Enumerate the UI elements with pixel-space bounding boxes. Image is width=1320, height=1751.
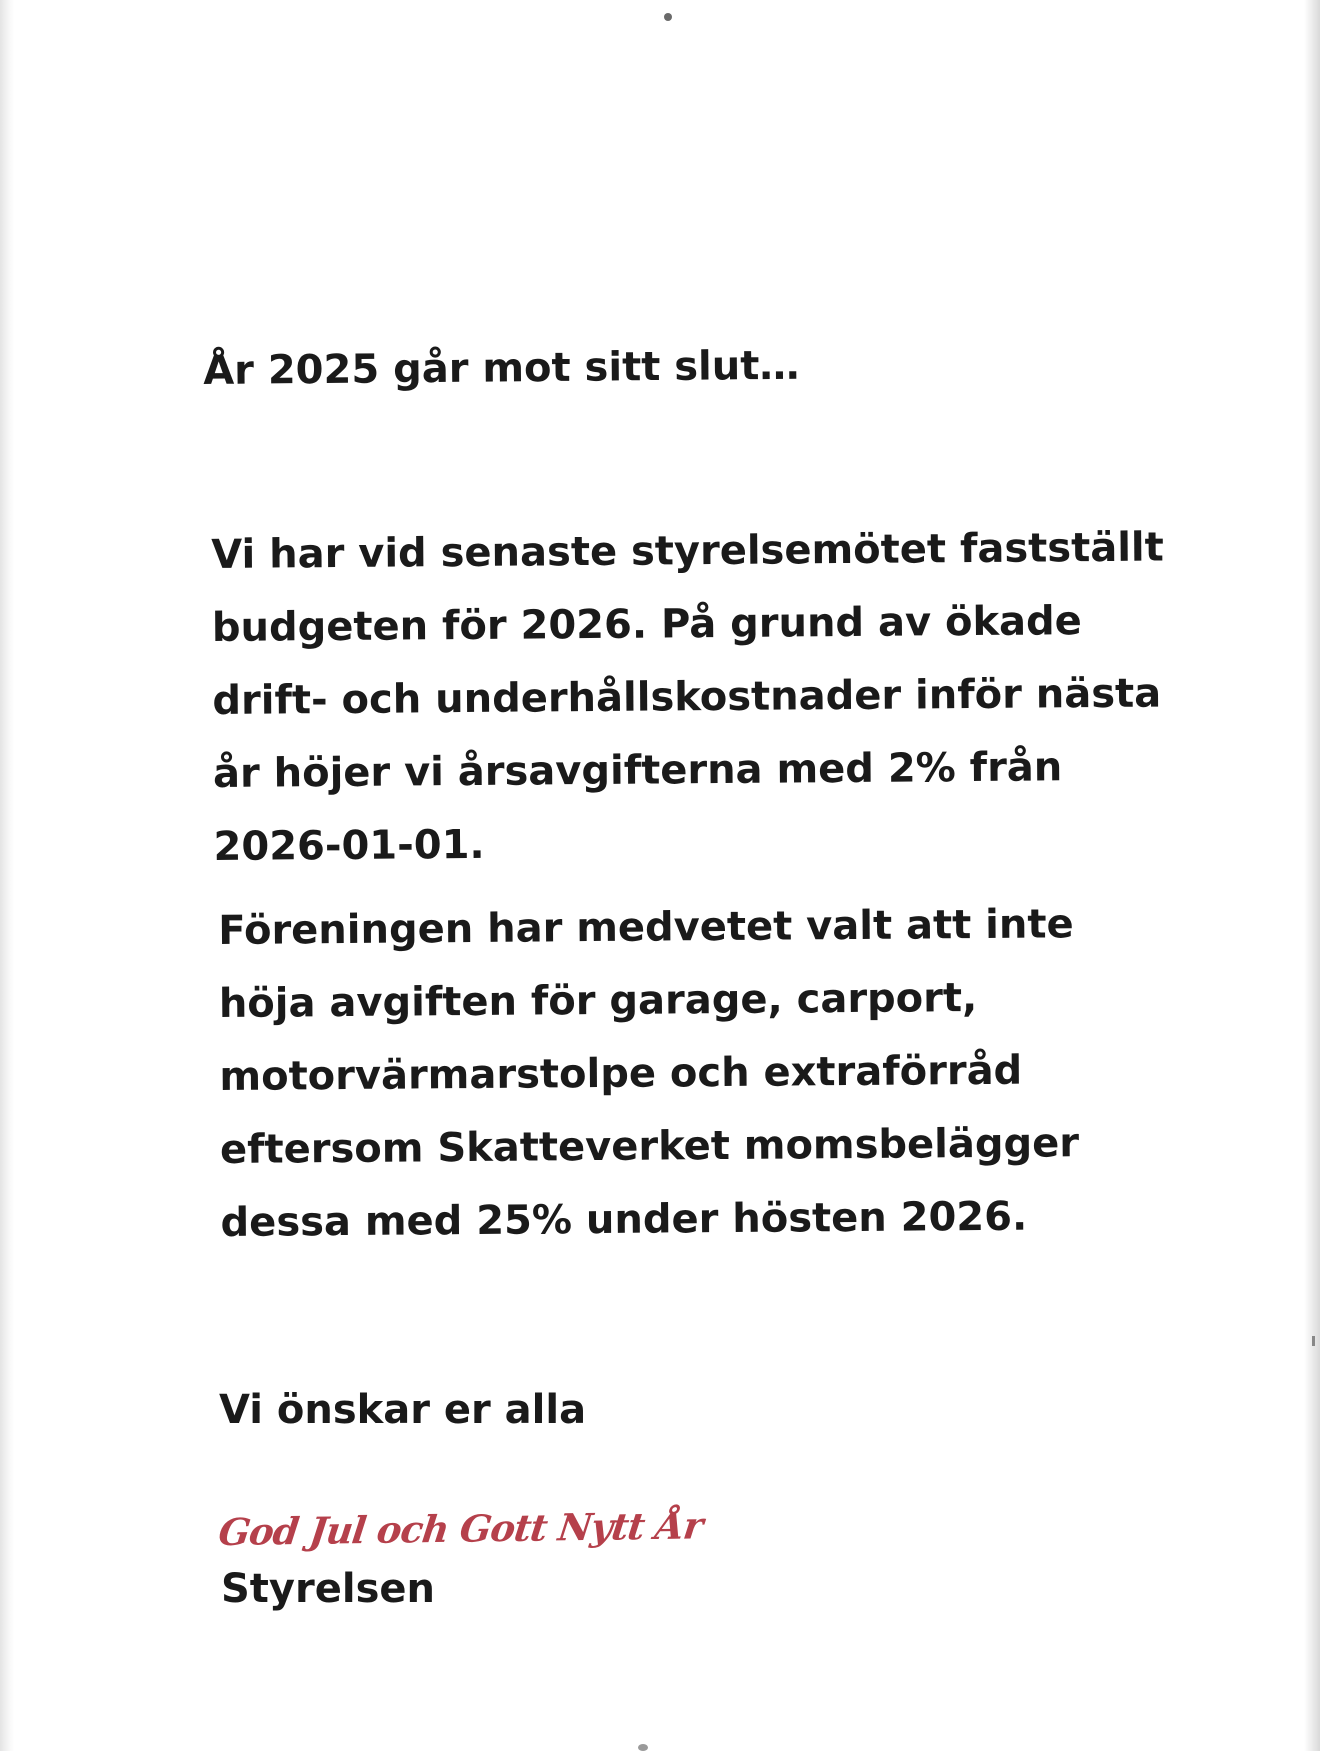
wish-line: Vi önskar er alla: [219, 1387, 587, 1433]
paragraph-line: 2026-01-01.: [213, 821, 485, 870]
punch-hole-mark: [664, 13, 672, 21]
edge-tick-mark: [1312, 1336, 1315, 1346]
paragraph-line: motorvärmarstolpe och extraförråd: [219, 1047, 1023, 1100]
fee-paragraph: [218, 888, 1080, 1260]
page-left-edge-shadow: [0, 0, 14, 1751]
notice-heading: År 2025 går mot sitt slut…: [203, 342, 800, 394]
paper-speck-mark: [638, 1744, 648, 1751]
holiday-greeting: God Jul och Gott Nytt År: [216, 1503, 705, 1555]
page-right-edge-shadow: [1304, 0, 1320, 1751]
paragraph-line: Vi har vid senaste styrelsemötet fastställt: [211, 524, 1164, 578]
paragraph-line: Föreningen har medvetet valt att inte: [218, 901, 1074, 954]
paragraph-line: höja avgiften för garage, carport,: [218, 975, 978, 1027]
paragraph-line: drift- och underhållskostnader inför nästa: [212, 670, 1162, 724]
signature: Styrelsen: [221, 1566, 435, 1612]
paragraph-line: år höjer vi årsavgifterna med 2% från: [212, 744, 1063, 797]
paragraph-line: budgeten för 2026. På grund av ökade: [211, 598, 1083, 651]
budget-paragraph: [211, 512, 1166, 884]
paragraph-line: eftersom Skatteverket momsbelägger: [219, 1120, 1080, 1173]
paragraph-line: dessa med 25% under hösten 2026.: [220, 1193, 1028, 1246]
